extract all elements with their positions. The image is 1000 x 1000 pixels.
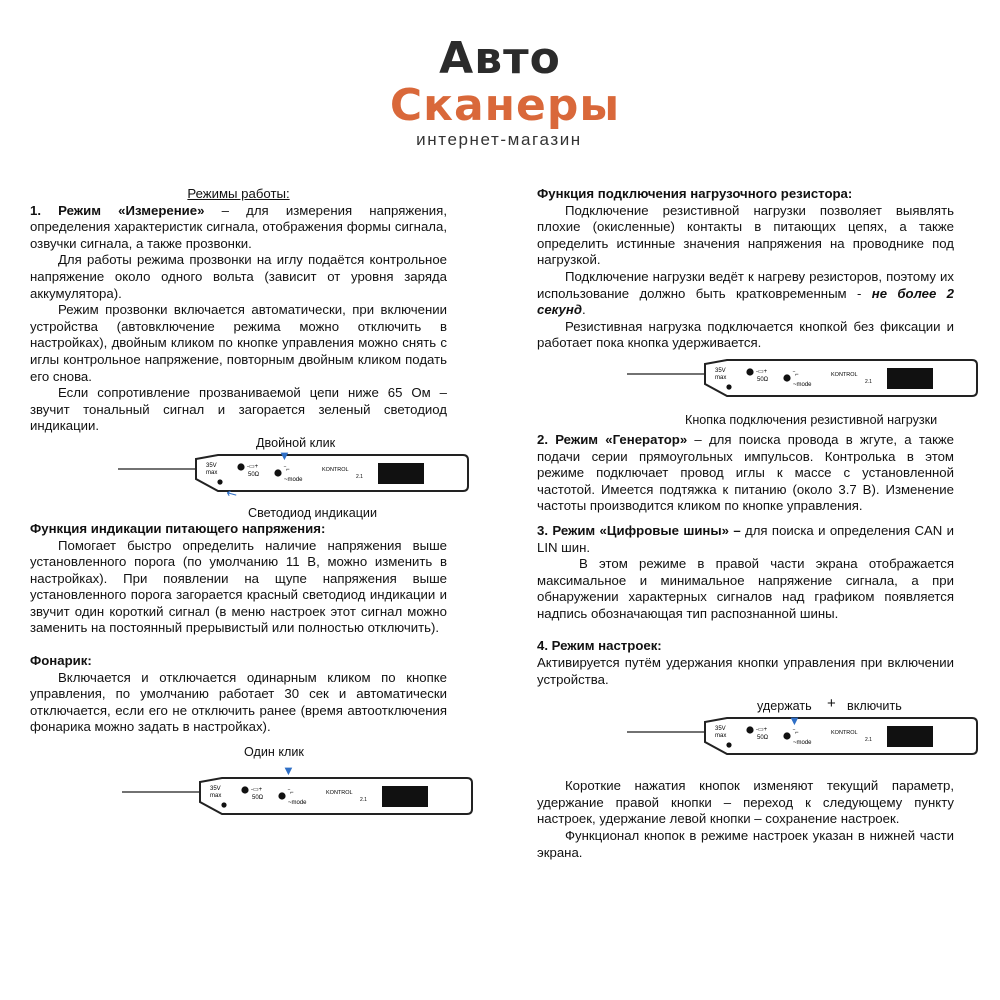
control-button-icon — [278, 792, 285, 799]
svg-text:‾⌐: ‾⌐ — [793, 730, 799, 737]
left-column — [30, 186, 447, 834]
ohm-label: 50Ω — [757, 376, 769, 383]
settings-title: 4. Режим настроек: — [537, 638, 662, 654]
device-screen — [887, 368, 933, 389]
figure-single-click — [30, 744, 447, 834]
mode1-title: 1. Режим «Измерение» — [30, 202, 205, 218]
brand-suffix: 2.1 — [356, 473, 363, 480]
svg-text:‾⌐: ‾⌐ — [288, 790, 294, 797]
bus-text: для поиска и определения CAN и LIN шин. — [537, 522, 955, 555]
settings-text: Активируется путём удержания кнопки управления при включении устройства. — [537, 655, 954, 687]
mode1-paragraph-4: Если сопротивление прозваниваемой цепи ниже 65 Ом – звучит тональный сигнал и загорается зеленый светодиод индикации. — [30, 385, 447, 434]
load-paragraph-2-emphasis: не более 2 секунд — [537, 285, 954, 318]
flashlight-section-title: Фонарик: — [30, 653, 92, 669]
voltage-label-top: 35V — [715, 726, 726, 733]
mode1-paragraph — [30, 203, 447, 253]
device-probe-svg — [118, 447, 470, 495]
figure-load-button — [537, 352, 954, 432]
mode-label: ~mode — [793, 381, 812, 388]
figure-label-double-click: Двойной клик — [256, 435, 336, 450]
svg-text:-▭+: -▭+ — [756, 727, 768, 734]
bus-paragraph-2: В этом режиме в правой части экрана отображается максимальное и минимальное напряжение сигнала, а при обнаружении характерных сигналов над графиком появляется надпись обозначающая тип распознанной шины. — [537, 556, 954, 621]
control-button-icon — [783, 733, 790, 740]
device-illustration-3 — [627, 356, 979, 405]
device-screen — [378, 463, 424, 484]
load-paragraph-2c: . — [581, 302, 586, 318]
generator-text: – для поиска провода в жгуте, а также подачи серии прямоугольных импульсов. Контролька в этом режиме подключает провод иглы к массе с установленной частотой. Имеется подтяжка к питанию (около 3.7 В). Изменение частоты производится кликом по кнопке управления. — [537, 431, 955, 514]
generator-title: 2. Режим «Генератор» — [537, 431, 688, 447]
figure-double-click — [30, 435, 447, 521]
figure-label-plus: + — [827, 695, 836, 713]
device-illustration-2 — [122, 774, 474, 823]
figure-label-hold: удержать — [757, 699, 812, 714]
mode1-paragraph-2: Для работы режима прозвонки на иглу подаётся контрольное напряжение около одного вольта (зависит от уровня заряда аккумулятора). — [30, 252, 447, 301]
power-section-title: Функция индикации питающего напряжения: — [30, 520, 326, 536]
svg-text:‾⌐: ‾⌐ — [793, 371, 799, 378]
arrow-down-icon: ▼ — [788, 713, 801, 729]
voltage-label-top: 35V — [210, 786, 221, 793]
brand-suffix: 2.1 — [360, 797, 367, 804]
arrow-down-icon: ▼ — [282, 763, 295, 779]
mode1-paragraph-3: Режим прозвонки включается автоматически, при включении устройства (автовключение режима можно отключить в настройках), двойным кликом по кнопке управления можно снять с иглы контрольное напряжение, повторным двойным кликом подать его снова. — [30, 302, 447, 384]
svg-text:-▭+: -▭+ — [756, 368, 768, 375]
ohm-label: 50Ω — [252, 795, 264, 802]
brand-suffix: 2.1 — [865, 737, 872, 744]
led-indicator-icon — [726, 384, 731, 389]
flashlight-section-text: Включается и отключается одинарным кликом по кнопке управления, по умолчанию работает 30 сек и автоматически отключается, если его не отключить ранее (время автоотключения фонарика можно задать в настройках). — [30, 669, 447, 735]
figure-label-led: Светодиод индикации — [248, 505, 377, 520]
left-button-icon — [241, 786, 248, 793]
left-button-icon — [746, 368, 753, 375]
logo-title-scanners: Сканеры — [389, 80, 621, 131]
modes-heading: Режимы работы: — [187, 186, 290, 201]
led-indicator-icon — [217, 479, 222, 484]
figure-label-on: включить — [847, 699, 902, 714]
left-button-icon — [746, 727, 753, 734]
settings-paragraph-2: Короткие нажатия кнопок изменяют текущий параметр, удержание правой кнопки – переход к следующему пункту настроек, удержание левой кнопки – сохранение настроек. — [537, 778, 954, 827]
ohm-label: 50Ω — [757, 735, 769, 742]
device-screen — [887, 726, 933, 747]
settings-paragraph-3: Функционал кнопок в режиме настроек указан в нижней части экрана. — [537, 828, 954, 860]
right-column — [537, 186, 954, 861]
svg-text:‾⌐: ‾⌐ — [284, 466, 290, 473]
mode-label: ~mode — [793, 740, 812, 747]
voltage-label-bottom: max — [715, 733, 727, 740]
brand-label: KONTROL — [831, 730, 858, 737]
figure-settings — [537, 688, 954, 770]
load-paragraph-1: Подключение резистивной нагрузки позволяет выявлять плохие (окисленные) контакты в питающих цепях, а также определить истинные значения напряжения на проводнике под нагрузкой. — [537, 202, 954, 268]
store-logo — [0, 33, 1000, 150]
brand-label: KONTROL — [322, 466, 349, 473]
voltage-label-bottom: max — [715, 374, 727, 381]
voltage-label-top: 35V — [715, 367, 726, 374]
load-section-title: Функция подключения нагрузочного резистора: — [537, 186, 853, 201]
generator-paragraph — [537, 432, 954, 515]
device-probe-svg-2 — [122, 774, 474, 818]
brand-label: KONTROL — [326, 790, 353, 797]
load-paragraph-2 — [537, 269, 954, 319]
device-probe-svg-3 — [627, 356, 979, 400]
figure-label-load-button: Кнопка подключения резистивной нагрузки — [685, 412, 938, 427]
device-screen — [382, 786, 428, 807]
mode-label: ~mode — [284, 476, 303, 483]
figure-label-single-click: Один клик — [244, 745, 304, 760]
voltage-label-top: 35V — [206, 462, 217, 469]
device-illustration-4 — [627, 714, 979, 763]
power-section-text: Помогает быстро определить наличие напряжения выше установленного порога (по умолчанию 11 В, можно изменить в настройках). При появлении на щупе напряжения выше установленного порога загорается красный светодиод индикации и звучит один короткий сигнал (в меню настроек этот сигнал можно заменить на постоянный прерывистый или полностью отключить). — [30, 537, 447, 636]
control-button-icon — [783, 374, 790, 381]
brand-label: KONTROL — [831, 371, 858, 378]
bus-paragraph — [537, 523, 954, 556]
left-button-icon — [237, 463, 244, 470]
arrow-up-icon: ↖ — [222, 484, 240, 503]
bus-title: 3. Режим «Цифровые шины» – — [537, 522, 741, 538]
arrow-down-icon: ▼ — [278, 447, 291, 463]
led-indicator-icon — [726, 743, 731, 748]
device-probe-svg-4 — [627, 714, 979, 758]
led-indicator-icon — [221, 802, 226, 807]
svg-text:-▭+: -▭+ — [247, 463, 259, 470]
logo-title-auto: Авто — [439, 33, 561, 84]
ohm-label: 50Ω — [248, 471, 260, 478]
mode-label: ~mode — [288, 800, 307, 807]
brand-suffix: 2.1 — [865, 378, 872, 385]
mode1-text: – для измерения напряжения, определения характеристик сигнала, отображения формы сигнала, озвучки сигнала, а также прозвонки. — [30, 202, 447, 251]
control-button-icon — [274, 469, 281, 476]
voltage-label-bottom: max — [206, 469, 218, 476]
logo-subtitle: интернет-магазин — [416, 130, 582, 149]
svg-text:-▭+: -▭+ — [251, 787, 263, 794]
device-illustration — [118, 447, 470, 503]
load-paragraph-2a: Подключение нагрузки ведёт к нагреву резисторов, поэтому их использование должно быть кратковременным - — [537, 268, 954, 301]
voltage-label-bottom: max — [210, 793, 222, 800]
load-paragraph-3: Резистивная нагрузка подключается кнопкой без фиксации и работает пока кнопка удерживается. — [537, 318, 954, 351]
